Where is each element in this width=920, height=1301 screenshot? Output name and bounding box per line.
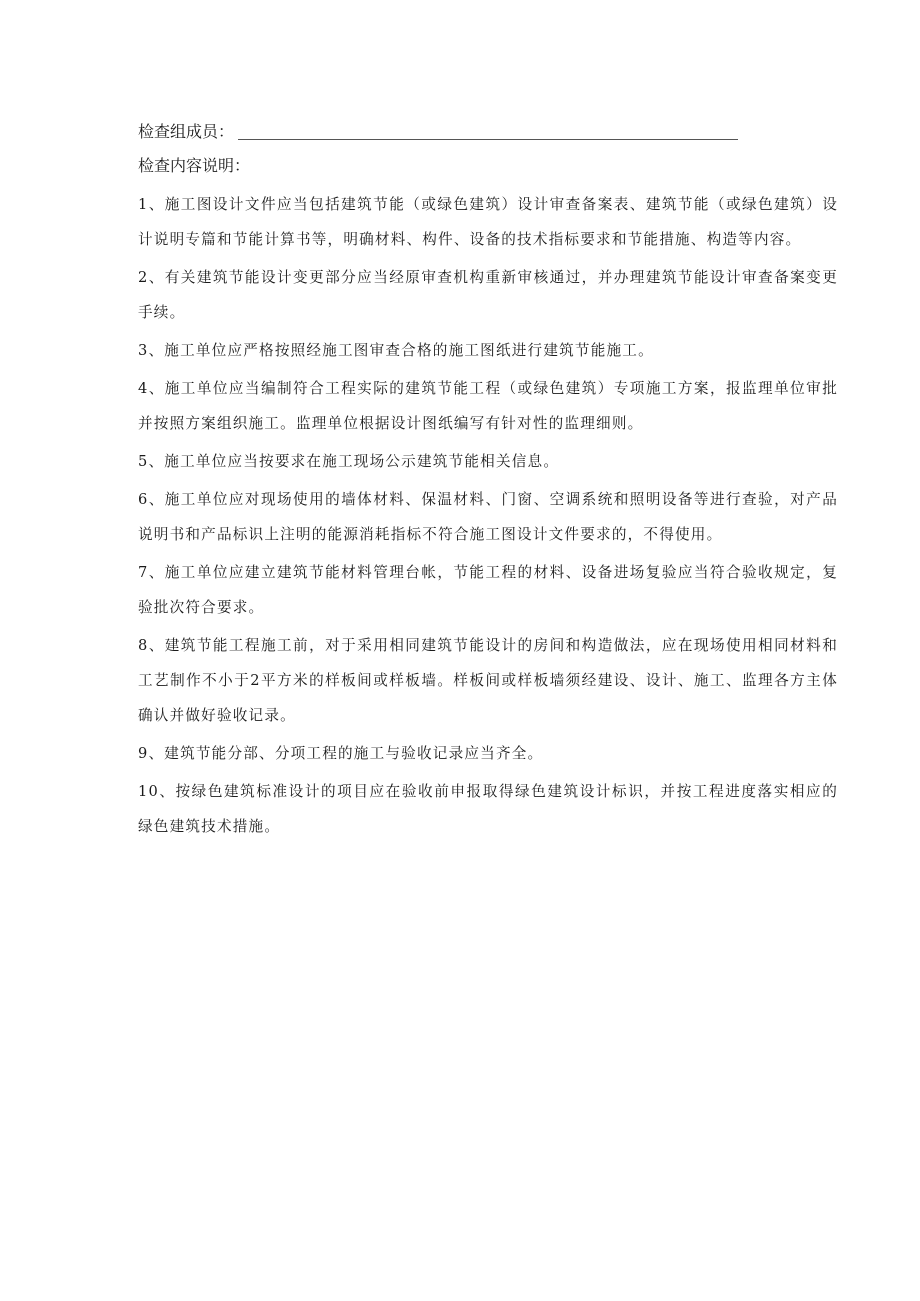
document-page [138,115,838,847]
inspection-members-label: 检查组成员： [138,122,235,141]
inspection-item-8: 8、建筑节能工程施工前，对于采用相同建筑节能设计的房间和构造做法，应在现场使用相同材料和工艺制作不小于2平方米的样板间或样板墙。样板间或样板墙须经建设、设计、施工、监理各方主体确认并做好验收记录。 [138,637,838,724]
inspection-members-blank-line [238,138,738,140]
inspection-item-5: 5、施工单位应当按要求在施工现场公示建筑节能相关信息。 [138,453,560,470]
inspection-item-4: 4、施工单位应当编制符合工程实际的建筑节能工程（或绿色建筑）专项施工方案，报监理单位审批并按照方案组织施工。监理单位根据设计图纸编写有针对性的监理细则。 [138,380,838,432]
inspection-item-3: 3、施工单位应严格按照经施工图审查合格的施工图纸进行建筑节能施工。 [138,342,654,359]
inspection-items-list [138,187,838,844]
inspection-item-10: 10、按绿色建筑标准设计的项目应在验收前申报取得绿色建筑设计标识，并按工程进度落实相应的绿色建筑技术措施。 [138,783,838,835]
inspection-item-9: 9、建筑节能分部、分项工程的施工与验收记录应当齐全。 [138,745,544,762]
inspection-item-7: 7、施工单位应建立建筑节能材料管理台帐，节能工程的材料、设备进场复验应当符合验收规定，复验批次符合要求。 [138,564,838,616]
inspection-members-row [138,115,838,149]
inspection-content-title: 检查内容说明： [138,156,251,175]
inspection-item-1: 1、施工图设计文件应当包括建筑节能（或绿色建筑）设计审查备案表、建筑节能（或绿色建筑）设计说明专篇和节能计算书等，明确材料、构件、设备的技术指标要求和节能措施、构造等内容。 [138,196,838,248]
inspection-item-2: 2、有关建筑节能设计变更部分应当经原审查机构重新审核通过，并办理建筑节能设计审查备案变更手续。 [138,269,838,321]
inspection-item-6: 6、施工单位应对现场使用的墙体材料、保温材料、门窗、空调系统和照明设备等进行查验，对产品说明书和产品标识上注明的能源消耗指标不符合施工图设计文件要求的，不得使用。 [138,491,838,543]
